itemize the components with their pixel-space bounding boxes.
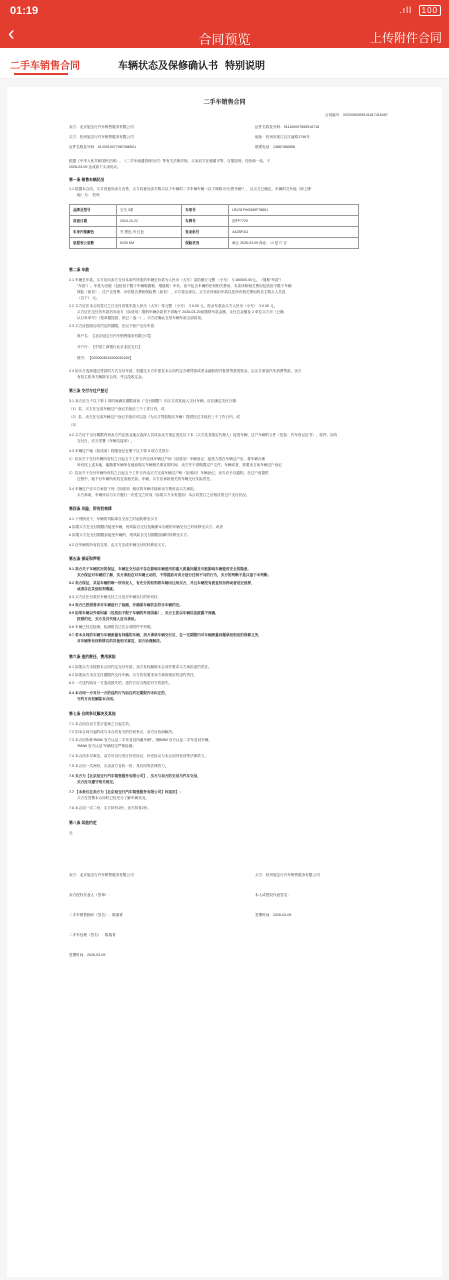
clause-3-2a: 3.2 买方应于交付期限内到卖方约定营业地点选择人员或由卖方指定受托以下本（买方及其指定代理人）接受车辆、过户车辆的文件（包括：汽车登记证书）、原件；如有 <box>69 433 338 437</box>
section-3-heading: 第三条 交付与过户登记 <box>69 389 109 393</box>
nav-row <box>0 23 449 48</box>
clause-6-4b: 守约方有权解除本合同。 <box>77 697 117 701</box>
section-1-heading: 第一条 销售车辆状况 <box>69 178 105 182</box>
clause-3-4a: 3.4 车辆过户应买方承担下列（如适用）相应的车辆手续和卖方费用由买方承担。 <box>69 487 198 491</box>
contract-no: 合同编号：XS20260309131817418457 <box>325 113 388 117</box>
tab-indicator <box>14 73 68 75</box>
clause-7-7a: 7.7 【本条仅在卖方为【北京旭宝行汽车销售服务有限公司】时适用】： <box>69 790 183 794</box>
insurance-value: 截止 2026-03-09 商业： ☑ 是 ☐ 否 <box>229 238 359 249</box>
clause-7-6a: 7.6 买方为【北京旭宝行汽车销售服务有限公司】，买方与卖方的交易为汽车交易， <box>69 774 201 778</box>
clause-5-2b: 或者存在其他权利瑕疵。 <box>77 587 117 591</box>
buyer-address: 地址：杭州市滨江区江南路1746号 <box>255 135 310 139</box>
preamble-2: 2026-03-09 达成如下买卖协议。 <box>69 165 121 169</box>
clause-2-2b: 买方应在交付首车款后向卖方（如适用）缴纳车辆余款首不得晚于 2026-03-20前缴纳车款金额，支付总金额及 2 单位买方对《已确 <box>77 310 284 314</box>
tab-sales-contract[interactable]: 二手车销售合同 <box>10 61 80 72</box>
sign-seller-rep: 卖方授权代表人（签章）： <box>69 893 113 897</box>
clause-2-1a: 2.1 车辆总车款。买方应向卖方支付本条约所述的车辆总价款为人民币（大写）壹拾捌万元整 （小写） ￥180000.00元。（简称“车款”） <box>69 278 284 282</box>
clause-6-1: 6.1 如果买方未按照本合同约定支付车款，卖方有权解除本合同并要求买方承担违约责任。 <box>69 665 212 669</box>
clause-5-5b: 按照约定，买方及其代理人应当承担。 <box>77 617 139 621</box>
contract-title: 二手车销售合同 <box>203 100 246 106</box>
clause-1-1a: 1.1 根据本合同，买方同意向卖方出售，买方同意向卖方购买以下车辆的二手车辆车辆（以下简称为“出售车辆”），且买方已确定，车辆的交车地（即上牌 <box>69 187 311 191</box>
clause-2-1b: “车款”）。车款为含税（包括但不限于车辆购置税、增值税）车价，但不包含车辆的任何相关费用，本条所称相关费用包括但不限于车辆 <box>77 284 292 288</box>
clause-5-5a: 5.5 如果车辆以外部因素（包括但不限于车辆的外部因素），买方主张以车辆信息披露不准确， <box>69 611 219 615</box>
clause-7-5: 7.5 本合同一式两份，买卖双方各执一份，具有同等法律效力。 <box>69 764 169 768</box>
clause-6-4a: 6.4 本合同一方对另一方的违约行为如在约定期限内未纠正的， <box>69 691 169 695</box>
clause-5-6: 5.6 车辆已经过检测，检测报告已在合同附件中列明。 <box>69 625 155 629</box>
clause-1-1b: 地）为： 杭州 <box>77 193 100 197</box>
mileage-value: 5239 KM <box>117 238 182 249</box>
section-4-heading: 第四条 风险、所有权转移 <box>69 507 112 511</box>
clause-3-3-3: 2）若卖方于交付车辆所有权之日起五个工作日内由买方完成车辆过户和（如适用）车辆登记，卖方应予以通知，在过户前提供 <box>69 471 269 475</box>
clause-2-3: 2.3 买方应按照合同约定的期限，在以下账户支付车款： <box>69 324 158 328</box>
clause-7-6b: 买方应当遵守相关规定。 <box>77 780 117 784</box>
clause-3-3: 3.3 车辆过户地（如适用）将随登记在册于以下第 3 项方式进行： <box>69 449 173 453</box>
vin-value: LBV31FH00M9F78861 <box>229 205 359 216</box>
sign-buyer-rep: 本人或授权代表签名： <box>255 893 291 897</box>
section-2-heading: 第二条 车款 <box>69 268 90 272</box>
vehicle-table <box>69 204 359 249</box>
clause-2-1c: 保险（如有）、过户交易费、评估报告费和保险费（如有），买方将全部以，买方应该承担车款以及所有相关费用的自主购买人员及 <box>77 290 286 294</box>
contract-page <box>7 87 442 1277</box>
plate-value: 浙FF7729 <box>229 216 359 227</box>
section-5-heading: 第五条 保证和声明 <box>69 557 101 561</box>
clause-7-8: 7.8 本合同一式二份，买方持有1份，卖方持有2份。 <box>69 806 151 810</box>
sign-seller-manager: 二手车经理（签名）：陈瑞青 <box>69 933 116 937</box>
clause-3-2b: 交付日，应当签署《车辆交接单》。 <box>77 439 135 443</box>
clause-3-1-3: （3） <box>69 423 79 427</box>
vin-label: 车架号 <box>182 205 229 216</box>
clause-5-1a: 5.1 卖方关于车辆状况的保证，车辆在交付前不存在影响车辆使用的重大质量问题及可能影响车辆使用安全的隐患， <box>69 567 252 571</box>
clause-2-4a: 2.4 如买方选择通过贷款的方式支付车款，则通过买方车需在本合同约定办理贷款或者金融机构并批准贷款的资金，由买方承担汽车消费贷款，卖方 <box>69 369 302 373</box>
sign-buyer: 买方：杭州旭宝行汽车销售服务有限公司 <box>255 873 320 877</box>
clause-7-3a: 7.3 本合同所称“BMW 官方认证二手车及其所属车辆”，指BMW 官方认证二手车及其车辆， <box>69 738 212 742</box>
section-6-heading: 第六条 违约责任、费用承担 <box>69 655 116 659</box>
signal-icon: .ıll <box>399 5 413 15</box>
clause-5-1b: 买方保证对车辆的了解，买方承担在对车辆主动的，不得提前对卖方进行任何不当的行为，买方的判断不是只基于本判断。 <box>77 573 272 577</box>
sign-seller-date: 签署时间：2026-03-09 <box>69 953 106 957</box>
top-bar <box>0 0 449 48</box>
clause-3-4b: 买方承诺，车辆所以与买方履行一次性完之时成（如果买方未有提前）本合同签订之后相应的过户交付状况。 <box>77 493 250 497</box>
clause-7-3b: “BMW 官方认证”车辆经过严格检测。 <box>77 744 136 748</box>
status-icons <box>399 5 441 16</box>
clause-7-7b: 买方在签署本合同时已经充分了解车辆状况。 <box>77 796 149 800</box>
insurance-label: 保险状况 <box>182 238 229 249</box>
clause-7-2: 7.2 因本合同引起的或与本合同有关的任何争议，双方应协商解决。 <box>69 730 176 734</box>
preamble-1: 根据《中华人民共和国民法典》、《二手车流通管理办法》等有关法律法规，买卖双方在遵循平等、自愿原则，经协商一致，于 <box>69 159 271 163</box>
clause-6-2: 6.2 如果卖方未在交付期限内交付车辆，买方有权要求卖方承担相应的违约责任。 <box>69 673 198 677</box>
clause-7-1: 7.1 本合同自双方签字盖章之日起生效。 <box>69 722 133 726</box>
clause-3-3-4: 过程中，就不付车辆所有权完成相关前。车辆，买方应承担相关的车辆交付实际责任。 <box>77 477 214 481</box>
engine-label: 发动机号 <box>182 227 229 238</box>
clause-2-2a: 2.2 买方应在本合同签订之日支付首笔车款人民币（大写）零元整 （小写） ￥0.00 元，再余车款由买方人民币（小写） ￥0.00 元， <box>69 304 278 308</box>
plate-label: 车牌号 <box>182 216 229 227</box>
sign-seller-consultant: 二手车销售顾问（签名）：陈瑞青 <box>69 913 123 917</box>
reg-date-label: 首登日期 <box>70 216 117 227</box>
clause-3-1: 3.1 卖方应当于以下第 1 项时间满足期限前前（“交付期限”）向买方或其他人交付车辆，应在确定交付日期： <box>69 399 240 403</box>
mileage-label: 里程表公里数 <box>70 238 117 249</box>
clause-2-2c: 认订单单号》（按单据按款，即已二选一）。买方应确认交易车辆车款全部款项。 <box>77 316 205 320</box>
clause-5-7a: 5.7 若本合同的车辆为车辆质量有问题的车辆，卖方承诺车辆交付后，在一定期限内对车辆质量问题承担相应的保修义务， <box>69 633 262 637</box>
brand-label: 品牌及型号 <box>70 205 117 216</box>
sign-seller: 卖方：北京旭宝行汽车销售服务有限公司 <box>69 873 134 877</box>
sign-buyer-date: 签署时间：2026-03-09 <box>255 913 292 917</box>
section-8-heading: 第八条 其他约定 <box>69 821 97 825</box>
section-8-content: 无 <box>69 831 73 835</box>
engine-value: A42BF311 <box>229 227 359 238</box>
clause-5-7b: 对车辆所有权转移后的其他相关事宜，双方协商解决。 <box>77 639 164 643</box>
account-number: 账号：【0200004519200030195】 <box>77 356 133 360</box>
clause-4-1b: b 如果买方在交付期限前接受车辆的，则风险自交付期限届满时转移至买方。 <box>69 533 191 537</box>
tab-vehicle-status[interactable]: 车辆状态及保修确认书 <box>118 61 218 72</box>
clause-3-3-2: 所有权上述本地，能随着车辆所在地前购买车辆相关事宜的时间，卖方并不须购置过户文件。车辆或者，需要卖方前车辆过户登记 <box>77 463 282 467</box>
seller-line: 卖方：北京旭宝行汽车销售服务有限公司 <box>69 125 134 129</box>
page-title: 合同预览 <box>198 32 251 47</box>
buyer-code: 证件名称及号码：91330100779870865X1 <box>69 145 137 149</box>
color-label: 车身内饰颜色 <box>70 227 117 238</box>
account-bank: 开户行：【中国工商银行北京北辰支行】 <box>77 345 142 349</box>
clause-2-1d: （以下） 元。 <box>77 296 100 300</box>
clause-5-4: 5.4 卖方已按照要求对车辆进行了检测，并确保车辆状态符合车辆约定。 <box>69 603 183 607</box>
clause-3-1-1: （1）若，买方在完成车辆过户登记手续后三个工作日内，或 <box>69 407 165 411</box>
clause-6-3: 6.3 一方违约给另一方造成损失的，违约方应当赔偿对方的损失。 <box>69 681 173 685</box>
buyer-phone: 联系电话：13867466558 <box>255 145 295 149</box>
upload-attachment-button[interactable]: 上传附件合同 <box>369 31 442 45</box>
status-time: 01:19 <box>10 5 39 17</box>
tab-special-notes[interactable]: 特别说明 <box>225 61 265 72</box>
back-icon[interactable]: ‹ <box>8 23 15 45</box>
status-bar <box>0 0 449 22</box>
clause-2-4b: 有权主张单方解除本合同，并且没收定金。 <box>77 375 146 379</box>
brand-value: 宝马 3系 <box>117 205 182 216</box>
reg-date-value: 2024-10-22 <box>117 216 182 227</box>
account-name: 账户名：【北京旭宝行汽车销售服务有限公司】 <box>77 334 153 338</box>
seller-code: 证件名称及号码：911100007555916718 <box>255 125 320 129</box>
clause-4-1: 4.1 下列情况下，车辆的风险即自交付之时起转移至买方： <box>69 517 162 521</box>
clause-7-4: 7.4 本合同未尽事宜，双方可另行签订补充协议，补充协议与本合同具有同等法律效力。 <box>69 754 208 758</box>
clause-4-2: 4.2 在车辆的所有权交易，由买方完成车辆交付时转移至买方。 <box>69 543 169 547</box>
section-7-heading: 第七条 合同争议解决及其他 <box>69 712 116 716</box>
document-viewer[interactable] <box>0 79 449 1280</box>
color-value: 外 黑色 内 红色 <box>117 227 182 238</box>
clause-5-3: 5.3 买方应在付款后车辆交付之日及对车辆实行的所有权 <box>69 595 158 599</box>
clause-5-2a: 5.2 卖方保证，其是车辆的唯一所有权人，有充分的权利将车辆出让给买方，并且车辆没有被查封扣押或者设定抵押， <box>69 581 255 585</box>
tab-bar <box>0 48 449 79</box>
buyer-line: 买方：杭州旭宝行汽车销售服务有限公司 <box>69 135 134 139</box>
clause-4-1a: a 如果买方在交付期限内接受车辆，则风险自交付及确保本办理的车辆交付之时转移至买方；或者 <box>69 525 223 529</box>
battery-icon: 100 <box>419 5 441 16</box>
clause-3-3-1: 1）若卖方于交付车辆所有权之日起五个工作日内完成车辆过户和（如适用）车辆登记；接受方将在车辆过户后，将车辆办理 <box>69 457 266 461</box>
clause-3-1-2: （2）若，卖方在完成车辆过户登记手续后可以及（为买方贷款购买车辆）提供经过手续后三个工作日内，或 <box>69 415 240 419</box>
